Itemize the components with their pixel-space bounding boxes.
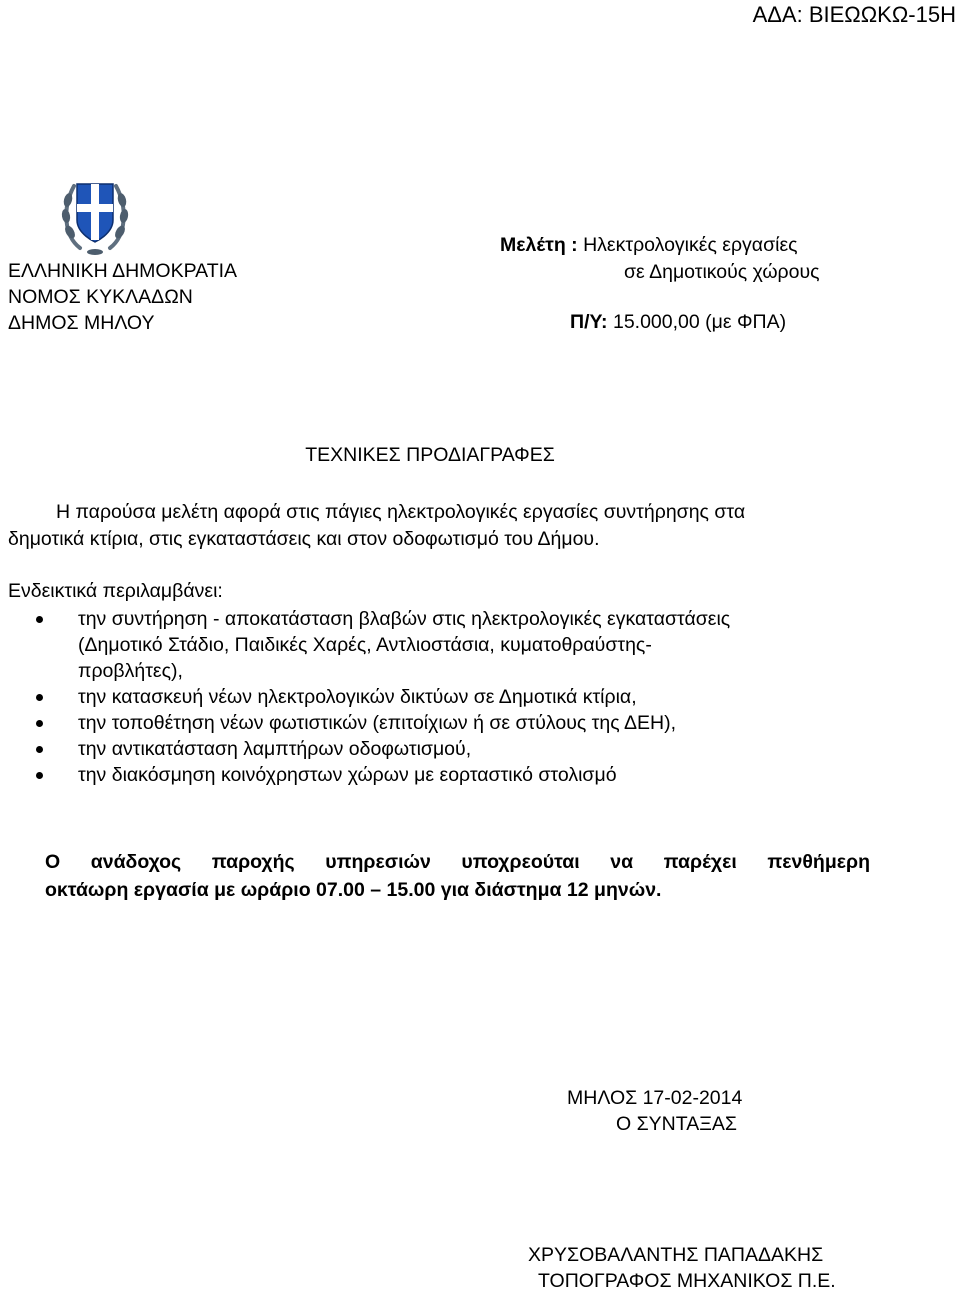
signature-role: Ο ΣΥΝΤΑΞΑΣ	[616, 1113, 737, 1135]
greek-coat-of-arms-icon	[60, 170, 130, 258]
study-block	[500, 232, 820, 286]
list-item	[0, 606, 900, 684]
study-line-2: σε Δημοτικούς χώρους	[624, 261, 820, 283]
ada-number: ΑΔΑ: ΒΙΕΩΩΚΩ-15Η	[752, 2, 956, 27]
list-item	[0, 736, 900, 762]
list-item-line: την συντήρηση - αποκατάσταση βλαβών στις ηλεκτρολογικές εγκαταστάσεις	[78, 608, 731, 630]
scope-list	[0, 606, 900, 788]
list-item-line: την διακόσμηση κοινόχρηστων χώρων με εορταστικό στολισμό	[78, 764, 617, 786]
intro-paragraph	[8, 499, 908, 553]
list-item-line: την κατασκευή νέων ηλεκτρολογικών δικτύων σε Δημοτικά κτίρια,	[78, 686, 637, 708]
bullet-icon	[36, 746, 43, 753]
issuer-municipality: ΔΗΜΟΣ ΜΗΛΟΥ	[8, 312, 155, 334]
list-item-line: προβλήτες),	[78, 660, 183, 682]
intro-line-1: Η παρούσα μελέτη αφορά στις πάγιες ηλεκτρολογικές εργασίες συντήρησης στα	[56, 501, 746, 523]
signatory-name: ΧΡΥΣΟΒΑΛΑΝΤΗΣ ΠΑΠΑΔΑΚΗΣ	[528, 1244, 824, 1266]
bullet-icon	[36, 616, 43, 623]
obligation-line-1: Ο ανάδοχος παροχής υπηρεσιών υποχρεούται να παρέχει πενθήμερη	[45, 851, 870, 873]
issuer-country: ΕΛΛΗΝΙΚΗ ΔΗΜΟΚΡΑΤΙΑ	[8, 260, 238, 282]
list-item	[0, 684, 900, 710]
bullet-icon	[36, 772, 43, 779]
budget-value: 15.000,00 (με ΦΠΑ)	[607, 311, 787, 333]
signatory-title: ΤΟΠΟΓΡΑΦΟΣ ΜΗΧΑΝΙΚΟΣ Π.Ε.	[538, 1270, 836, 1292]
signature-place-date: ΜΗΛΟΣ 17-02-2014	[567, 1087, 743, 1109]
issuer-block	[8, 258, 237, 336]
list-item	[0, 762, 900, 788]
bullet-icon	[36, 694, 43, 701]
list-item-line: (Δημοτικό Στάδιο, Παιδικές Χαρές, Αντλιοστάσια, κυματοθραύστης-	[78, 634, 652, 656]
document-title: ΤΕΧΝΙΚΕΣ ΠΡΟΔΙΑΓΡΑΦΕΣ	[305, 444, 555, 466]
budget	[570, 311, 786, 334]
issuer-prefecture: ΝΟΜΟΣ ΚΥΚΛΑΔΩΝ	[8, 286, 193, 308]
bullet-icon	[36, 720, 43, 727]
obligation-line-2: οκτάωρη εργασία με ωράριο 07.00 – 15.00 για διάστημα 12 μηνών.	[45, 879, 662, 901]
intro-line-2: δημοτικά κτίρια, στις εγκαταστάσεις και στον οδοφωτισμό του Δήμου.	[8, 528, 600, 550]
study-line-1: Ηλεκτρολογικές εργασίες	[577, 234, 798, 256]
budget-label: Π/Υ:	[570, 311, 608, 333]
list-item	[0, 710, 900, 736]
study-label: Μελέτη :	[500, 234, 578, 256]
contractor-obligation	[45, 848, 870, 904]
list-item-line: την αντικατάσταση λαμπτήρων οδοφωτισμού,	[78, 738, 472, 760]
list-item-line: την τοποθέτηση νέων φωτιστικών (επιτοίχιων ή σε στύλους της ΔΕΗ),	[78, 712, 676, 734]
includes-label: Ενδεικτικά περιλαμβάνει:	[8, 580, 223, 602]
